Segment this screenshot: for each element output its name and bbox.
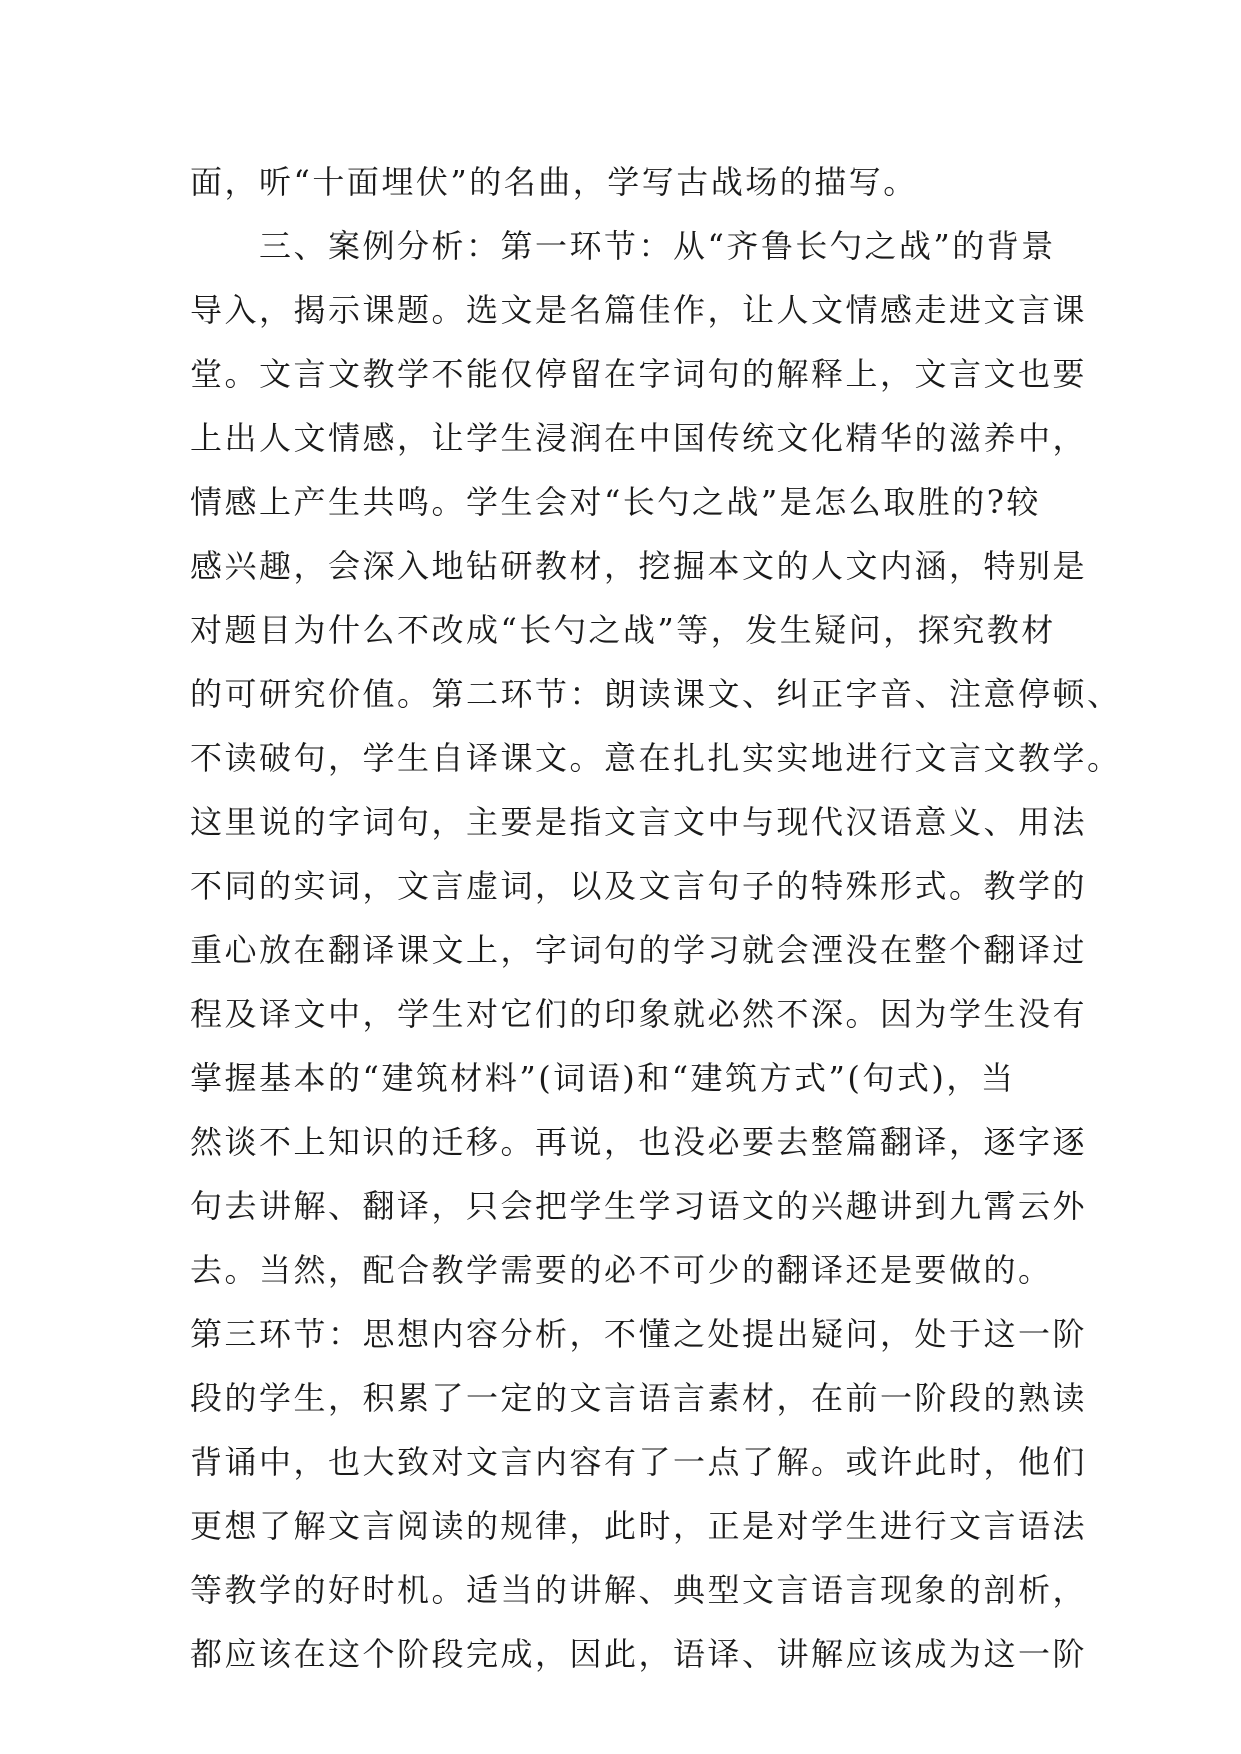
text-line: 不读破句，学生自译课文。意在扎扎实实地进行文言文教学。 — [190, 739, 1122, 777]
text-line: 背诵中，也大致对文言内容有了一点了解。或许此时，他们 — [190, 1443, 1088, 1481]
text-line: 面，听“十面埋伏”的名曲，学写古战场的描写。 — [190, 163, 918, 201]
text-line: 句去讲解、翻译，只会把学生学习语文的兴趣讲到九霄云外 — [190, 1187, 1088, 1225]
text-line: 都应该在这个阶段完成，因此，语译、讲解应该成为这一阶 — [190, 1635, 1088, 1673]
text-line: 上出人文情感，让学生浸润在中国传统文化精华的滋养中， — [190, 419, 1088, 457]
text-line: 三、案例分析：第一环节：从“齐鲁长勺之战”的背景 — [190, 227, 1056, 265]
body-text — [190, 150, 1122, 1686]
text-line: 对题目为什么不改成“长勺之战”等，发生疑问，探究教材 — [190, 611, 1056, 649]
text-line: 堂。文言文教学不能仅停留在字词句的解释上，文言文也要 — [190, 355, 1088, 393]
text-line: 段的学生，积累了一定的文言语言素材，在前一阶段的熟读 — [190, 1379, 1088, 1417]
text-line: 第三环节：思想内容分析，不懂之处提出疑问，处于这一阶 — [190, 1315, 1088, 1353]
text-line: 然谈不上知识的迁移。再说，也没必要去整篇翻译，逐字逐 — [190, 1123, 1088, 1161]
text-line: 这里说的字词句，主要是指文言文中与现代汉语意义、用法 — [190, 803, 1088, 841]
text-line: 不同的实词，文言虚词，以及文言句子的特殊形式。教学的 — [190, 867, 1088, 905]
text-line: 的可研究价值。第二环节：朗读课文、纠正字音、注意停顿、 — [190, 675, 1122, 713]
text-line: 掌握基本的“建筑材料”(词语)和“建筑方式”(句式)，当 — [190, 1059, 1016, 1097]
text-line: 去。当然，配合教学需要的必不可少的翻译还是要做的。 — [190, 1251, 1053, 1289]
text-line: 程及译文中，学生对它们的印象就必然不深。因为学生没有 — [190, 995, 1088, 1033]
text-line: 更想了解文言阅读的规律，此时，正是对学生进行文言语法 — [190, 1507, 1088, 1545]
text-line: 情感上产生共鸣。学生会对“长勺之战”是怎么取胜的?较 — [190, 483, 1041, 521]
text-line: 导入，揭示课题。选文是名篇佳作，让人文情感走进文言课 — [190, 291, 1088, 329]
text-line: 等教学的好时机。适当的讲解、典型文言语言现象的剖析， — [190, 1571, 1088, 1609]
text-line: 重心放在翻译课文上，字词句的学习就会湮没在整个翻译过 — [190, 931, 1088, 969]
text-line: 感兴趣，会深入地钻研教材，挖掘本文的人文内涵，特别是 — [190, 547, 1088, 585]
